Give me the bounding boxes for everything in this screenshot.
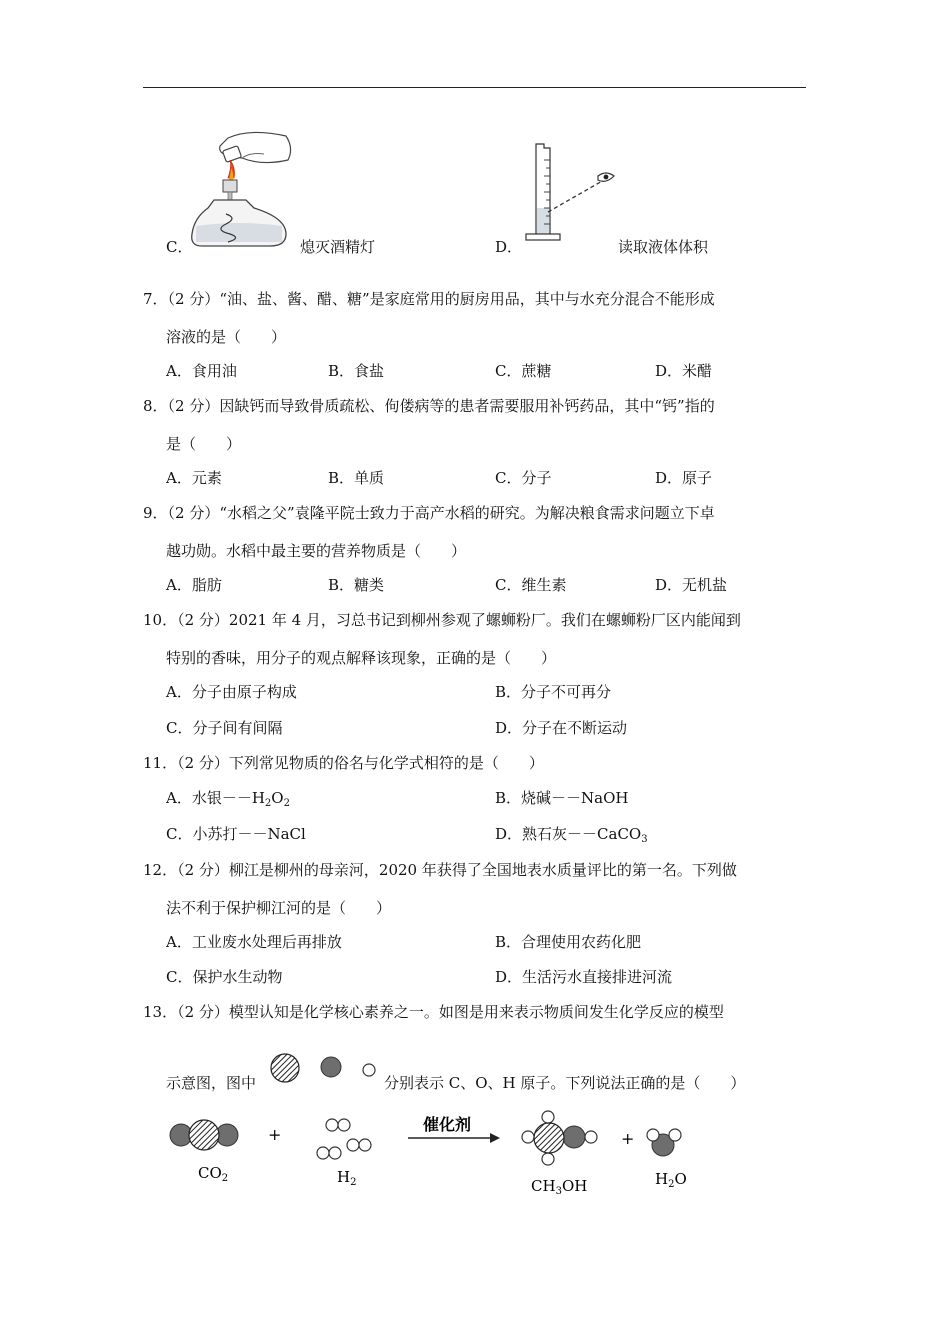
plus-sign-2: + xyxy=(621,1129,635,1148)
q9-stem-line2: 越功勋。水稻中最主要的营养物质是（ ） xyxy=(166,542,467,560)
catalyst-label: 催化剂 xyxy=(423,1115,472,1134)
q7-option-d[interactable]: D．米醋 xyxy=(655,362,713,380)
co2-label: $CO_2$ xyxy=(198,1164,229,1184)
q8-option-c[interactable]: C．分子 xyxy=(495,469,552,487)
q11-option-b[interactable]: B．烧碱－－NaOH xyxy=(495,789,629,807)
q12-option-d[interactable]: D．生活污水直接排进河流 xyxy=(495,968,673,986)
q9-option-a[interactable]: A．脂肪 xyxy=(166,576,222,594)
q11-option-d[interactable]: D．熟石灰－－CaCO$_3$ xyxy=(495,825,648,845)
plus-sign-1: + xyxy=(268,1125,282,1144)
q13-stem-line1: 13．（2 分）模型认知是化学核心素养之一。如图是用来表示物质间发生化学反应的模型 xyxy=(143,1003,724,1021)
q10-stem-line2: 特别的香味，用分子的观点解释该现象，正确的是（ ） xyxy=(166,649,557,667)
oxygen-atom-icon xyxy=(321,1057,341,1077)
q7-stem-line2: 溶液的是（ ） xyxy=(166,328,287,346)
q9-option-d[interactable]: D．无机盐 xyxy=(655,576,728,594)
atom-legend xyxy=(268,1050,380,1086)
q8-option-d[interactable]: D．原子 xyxy=(655,469,713,487)
q11-option-c[interactable]: C．小苏打－－NaCl xyxy=(166,825,306,843)
q7-stem-line1: 7．（2 分）“油、盐、酱、醋、糖”是家庭常用的厨房用品，其中与水充分混合不能形成 xyxy=(143,290,715,308)
q7-option-c[interactable]: C．蔗糖 xyxy=(495,362,552,380)
q12-option-a[interactable]: A．工业废水处理后再排放 xyxy=(166,933,342,951)
extinguish-alcohol-lamp-image xyxy=(190,126,300,250)
q8-option-b[interactable]: B．单质 xyxy=(328,469,385,487)
q12-stem-line2: 法不利于保护柳江河的是（ ） xyxy=(166,899,392,917)
q8-option-a[interactable]: A．元素 xyxy=(166,469,222,487)
h2-molecules xyxy=(317,1119,371,1159)
q11-stem: 11．（2 分）下列常见物质的俗名与化学式相符的是（ ） xyxy=(143,754,544,772)
reaction-model-diagram xyxy=(160,1100,700,1200)
q10-option-a[interactable]: A．分子由原子构成 xyxy=(166,683,297,701)
option-d-caption: 读取液体体积 xyxy=(618,238,709,256)
carbon-atom-icon xyxy=(271,1054,299,1082)
q9-stem-line1: 9．（2 分）“水稻之父”袁隆平院士致力于高产水稻的研究。为解决粮食需求问题立下卓 xyxy=(143,504,715,522)
ch3oh-molecule xyxy=(522,1111,597,1165)
q12-stem-line1: 12．（2 分）柳江是柳州的母亲河，2020 年获得了全国地表水质量评比的第一名。下列做 xyxy=(143,861,737,879)
q9-option-c[interactable]: C．维生素 xyxy=(495,576,567,594)
q10-option-b[interactable]: B．分子不可再分 xyxy=(495,683,612,701)
h2o-label: $H_2O$ xyxy=(655,1170,687,1190)
q9-option-b[interactable]: B．糖类 xyxy=(328,576,385,594)
q10-stem-line1: 10．（2 分）2021 年 4 月，习总书记到柳州参观了螺蛳粉厂。我们在螺蛳粉厂区内能闻到 xyxy=(143,611,741,629)
q13-stem-line2-post: 分别表示 C、O、H 原子。下列说法正确的是（ ） xyxy=(384,1074,746,1092)
hydrogen-atom-icon xyxy=(363,1064,375,1076)
q7-option-b[interactable]: B．食盐 xyxy=(328,362,385,380)
q8-stem-line1: 8．（2 分）因缺钙而导致骨质疏松、佝偻病等的患者需要服用补钙药品，其中“钙”指的 xyxy=(143,397,715,415)
h2o-molecule xyxy=(647,1129,681,1156)
h2-label: $H_2$ xyxy=(337,1168,357,1188)
ch3oh-label: $CH_3OH$ xyxy=(531,1177,588,1197)
q12-option-b[interactable]: B．合理使用农药化肥 xyxy=(495,933,642,951)
q13-stem-line2-pre: 示意图，图中 xyxy=(166,1074,257,1092)
graduated-cylinder-image xyxy=(522,140,622,248)
option-d-letter: D． xyxy=(495,238,523,256)
co2-molecule xyxy=(170,1120,238,1150)
q7-option-a[interactable]: A．食用油 xyxy=(166,362,237,380)
q10-option-c[interactable]: C．分子间有间隔 xyxy=(166,719,283,737)
header-rule xyxy=(143,87,806,88)
q10-option-d[interactable]: D．分子在不断运动 xyxy=(495,719,628,737)
q11-option-a[interactable]: A．水银$--H_2O_2$ xyxy=(166,789,290,809)
option-c-caption: 熄灭酒精灯 xyxy=(300,238,376,256)
q8-stem-line2: 是（ ） xyxy=(166,435,242,453)
option-c-letter: C． xyxy=(166,238,193,256)
q12-option-c[interactable]: C．保护水生动物 xyxy=(166,968,283,986)
